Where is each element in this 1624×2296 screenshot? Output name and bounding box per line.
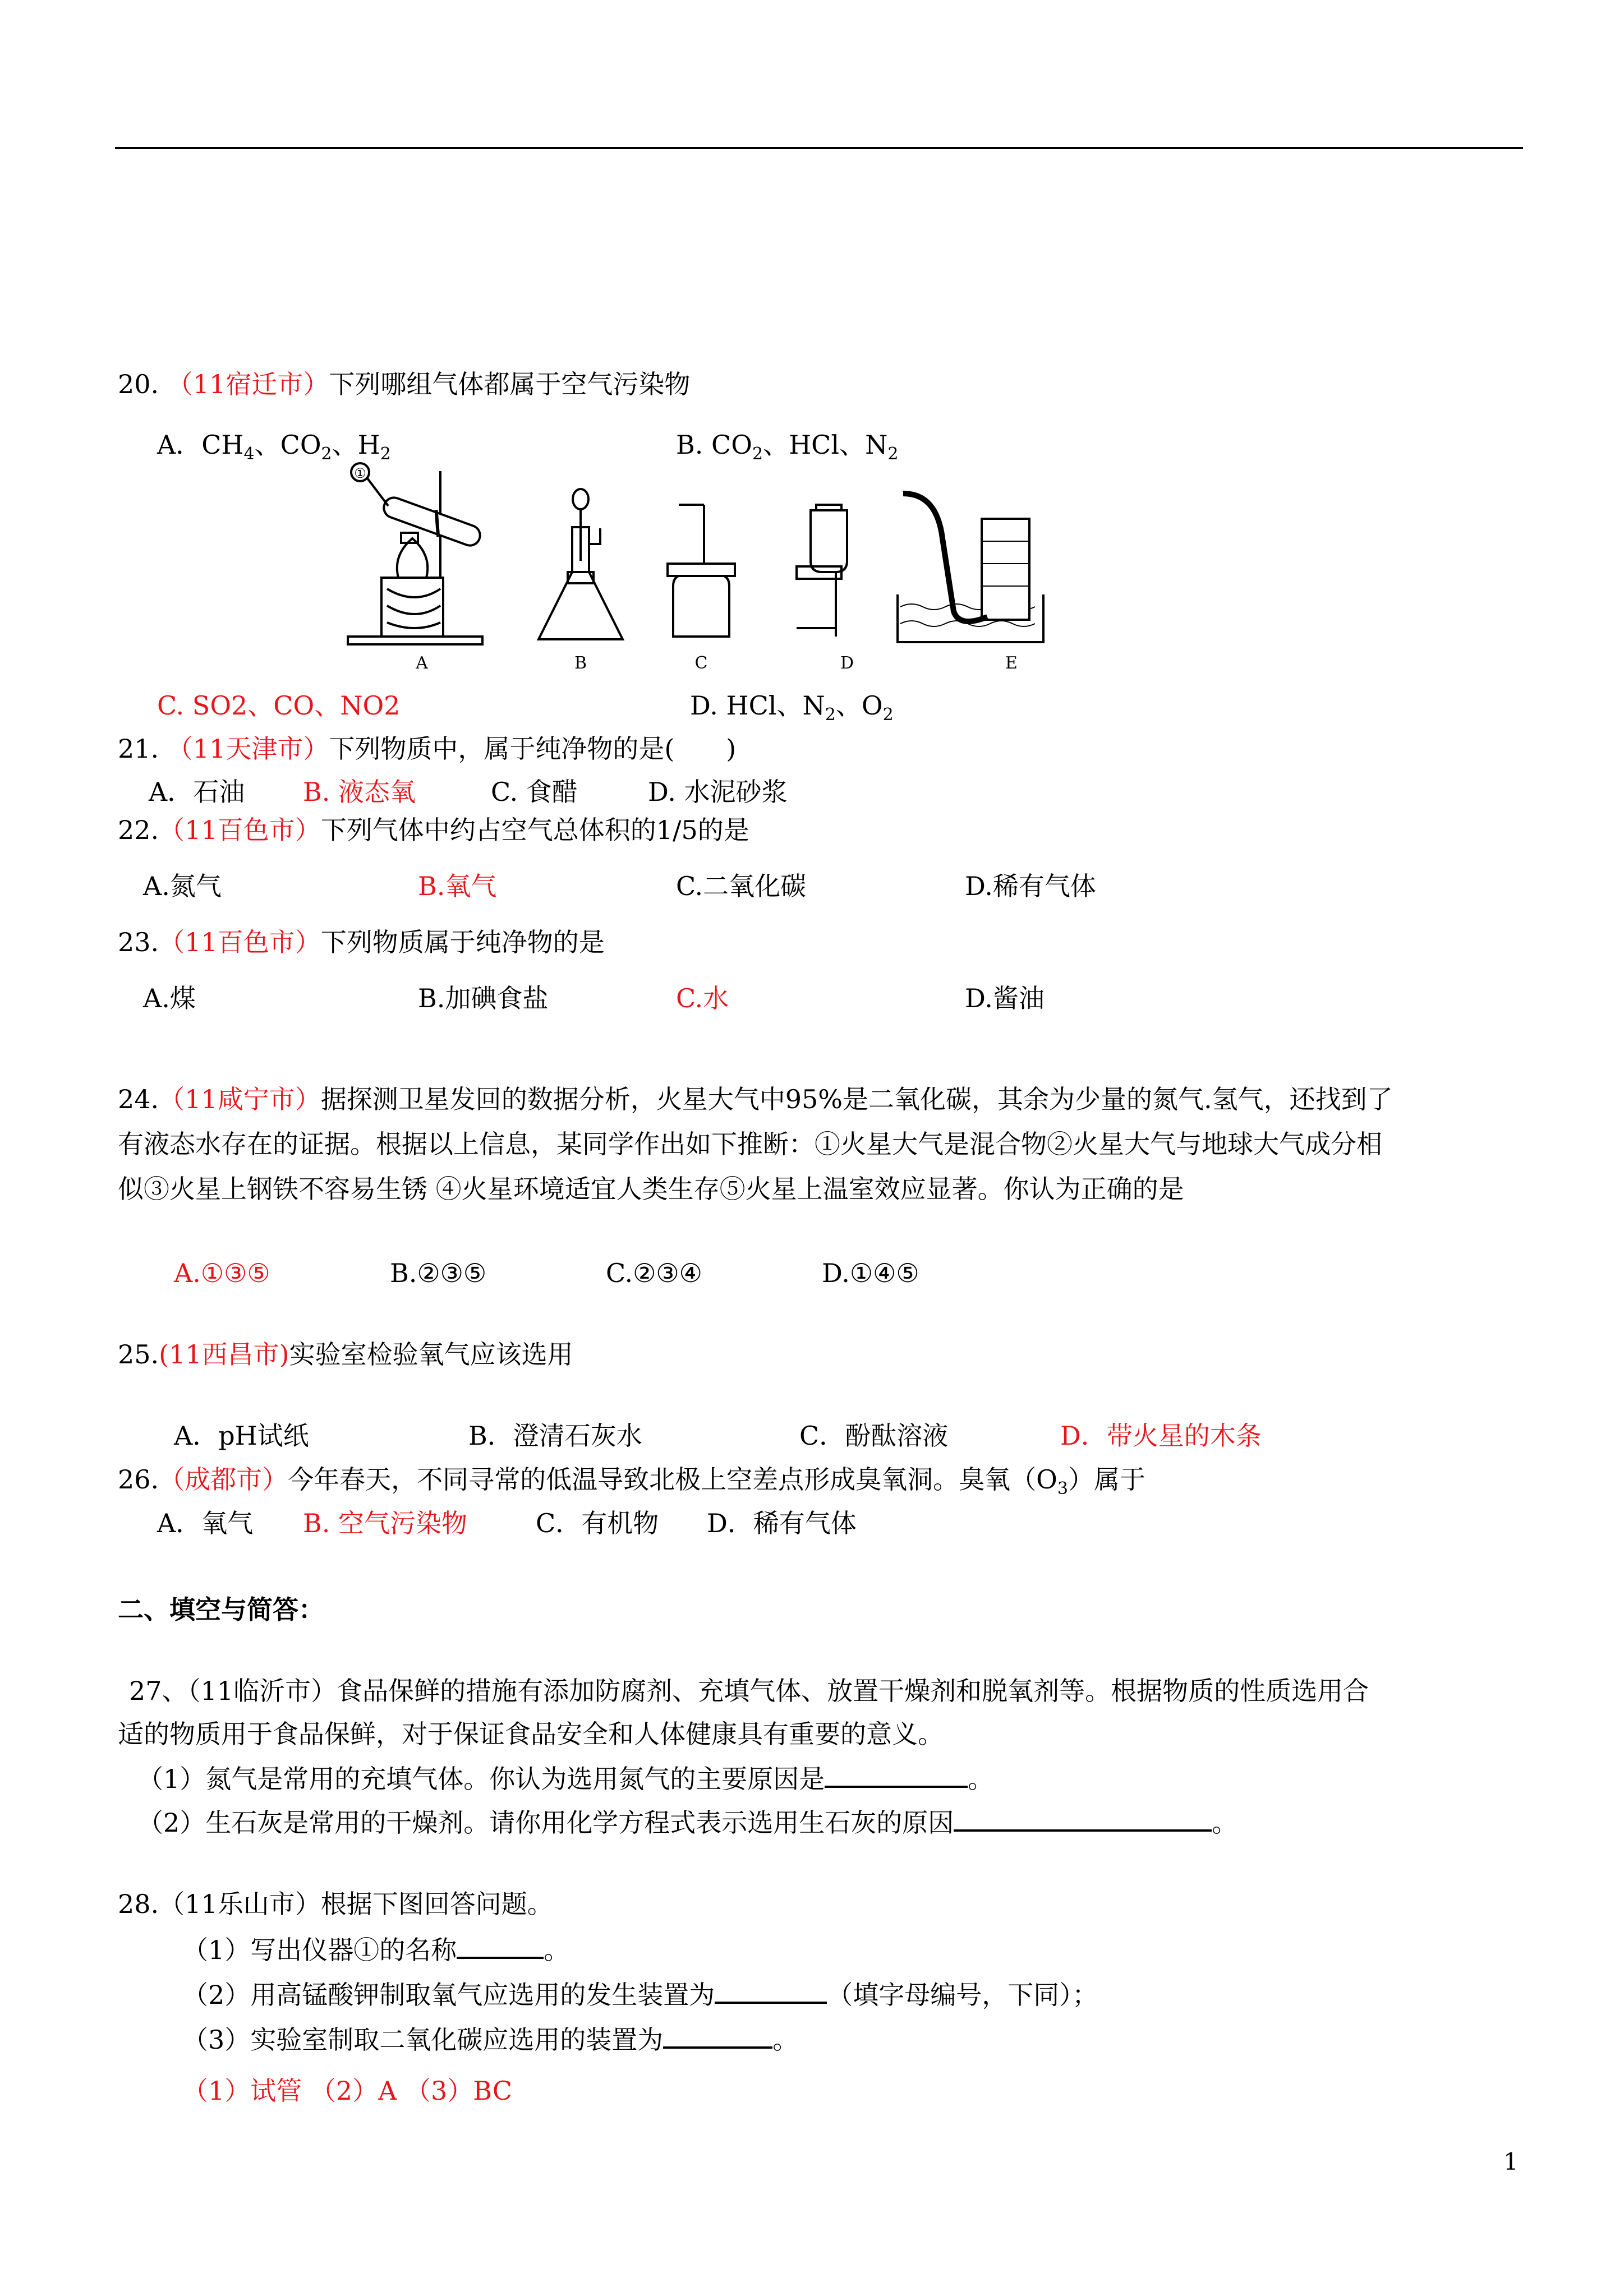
q25-option-d: D．带火星的木条	[1060, 1421, 1262, 1451]
apparatus-c	[668, 505, 735, 637]
q25-option-c: C．酚酞溶液	[799, 1421, 949, 1451]
q23-option-a: A.煤	[143, 983, 196, 1013]
q26-option-b: B. 空气污染物	[303, 1508, 468, 1538]
q24-option-a: A.①③⑤	[174, 1258, 270, 1288]
q22-stem: 22.（11百色市）下列气体中约占空气总体积的1/5的是	[118, 815, 749, 845]
q26-option-a: A．氧气	[157, 1508, 254, 1538]
q24-line-2: 有液态水存在的证据。根据以上信息，某同学作出如下推断：①火星大气是混合物②火星大气与地球大气成分相	[118, 1129, 1382, 1159]
figure-label-c: C	[694, 653, 708, 673]
header-rule	[115, 147, 1523, 149]
q21-option-d: D. 水泥砂浆	[648, 777, 788, 807]
q26-option-c: C．有机物	[536, 1508, 659, 1538]
apparatus-b	[539, 489, 623, 639]
q24-option-d: D.①④⑤	[822, 1258, 919, 1288]
q27-line-2: 适的物质用于食品保鲜，对于保证食品安全和人体健康具有重要的意义。	[118, 1719, 944, 1749]
q20-option-c: C. SO2、CO、NO2	[157, 690, 401, 721]
q26-stem: 26.（成都市）今年春天，不同寻常的低温导致北极上空差点形成臭氧洞。臭氧$(O_3)$属于	[118, 1464, 1145, 1499]
page-number: 1	[1503, 2148, 1519, 2175]
q21-stem: 21. （11天津市）下列物质中，属于纯净物的是( )	[118, 734, 737, 764]
q28-sub-3: （3）实验室制取二氧化碳应选用的装置为 。	[182, 2022, 798, 2057]
q22-option-d: D.稀有气体	[965, 871, 1096, 901]
q21-option-c: C. 食醋	[491, 777, 578, 807]
figure-label-d: D	[840, 653, 854, 673]
q20-option-d: D. HCl、$N_2$、$O_2$	[690, 690, 894, 725]
q24-line-3: 似③火星上钢铁不容易生锈 ④火星环境适宜人类生存⑤火星上温室效应显著。你认为正确的是	[118, 1174, 1184, 1204]
q24-option-b: B.②③⑤	[390, 1258, 487, 1288]
q28-stem: 28.（11乐山市）根据下图回答问题。	[118, 1889, 553, 1919]
q28-answer-blank-2[interactable]	[715, 1977, 827, 2004]
q25-option-b: B．澄清石灰水	[468, 1421, 642, 1451]
q24-line-1: 24.（11咸宁市）据探测卫星发回的数据分析，火星大气中95%是二氧化碳，其余为少量的氮气.氢气，还找到了	[118, 1084, 1393, 1114]
q20-option-a: A．$CH_4$、$CO_2$、$H_2$	[157, 430, 391, 464]
q23-option-c: C.水	[676, 983, 729, 1013]
figure-label-e: E	[1005, 653, 1018, 673]
q22-option-c: C.二氧化碳	[676, 871, 807, 901]
q23-option-b: B.加碘食盐	[418, 983, 549, 1013]
q27-sub-1: （1）氮气是常用的充填气体。你认为选用氮气的主要原因是 。	[137, 1761, 993, 1796]
q27-sub-2: （2）生石灰是常用的干燥剂。请你用化学方程式表示选用生石灰的原因 。	[137, 1805, 1237, 1839]
apparatus-d	[797, 505, 847, 637]
q20-stem: 20. （11宿迁市）下列哪组气体都属于空气污染物	[118, 369, 691, 399]
q20-option-b: B. $CO_2$、HCl、$N_2$	[676, 430, 899, 464]
q22-option-b: B.氧气	[418, 871, 497, 901]
q26-option-d: D．稀有气体	[707, 1508, 857, 1538]
q27-answer-blank-2[interactable]	[954, 1805, 1212, 1832]
apparatus-a	[348, 463, 484, 644]
q23-stem: 23.（11百色市）下列物质属于纯净物的是	[118, 927, 605, 957]
q27-line-1: 27、（11临沂市）食品保鲜的措施有添加防腐剂、充填气体、放置干燥剂和脱氧剂等。根据物质的性质选用合	[129, 1676, 1369, 1706]
q28-answer: （1）试管 （2）A （3）BC	[182, 2076, 513, 2106]
figure-label-a: A	[416, 653, 428, 673]
q25-stem: 25.(11西昌市)实验室检验氧气应该选用	[118, 1339, 573, 1370]
q28-answer-blank-3[interactable]	[663, 2022, 772, 2049]
q21-option-b: B. 液态氧	[303, 777, 416, 807]
q27-answer-blank-1[interactable]	[825, 1761, 968, 1788]
apparatus-e	[898, 494, 1043, 642]
q28-sub-1: （1）写出仪器①的名称 。	[182, 1932, 569, 1967]
q25-option-a: A．pH试纸	[174, 1421, 309, 1451]
q21-option-a: A．石油	[149, 777, 245, 807]
instrument-mark: ①	[354, 465, 366, 481]
q28-sub-2: （2）用高锰酸钾制取氧气应选用的发生装置为 （填字母编号，下同）；	[182, 1977, 1098, 2012]
apparatus-figure	[337, 460, 1122, 679]
section-2-title: 二、填空与简答：	[118, 1594, 324, 1625]
q24-option-c: C.②③④	[606, 1258, 702, 1288]
q22-option-a: A.氮气	[143, 871, 222, 901]
figure-label-b: B	[574, 653, 587, 673]
q23-option-d: D.酱油	[965, 983, 1045, 1013]
q28-answer-blank-1[interactable]	[457, 1932, 544, 1959]
